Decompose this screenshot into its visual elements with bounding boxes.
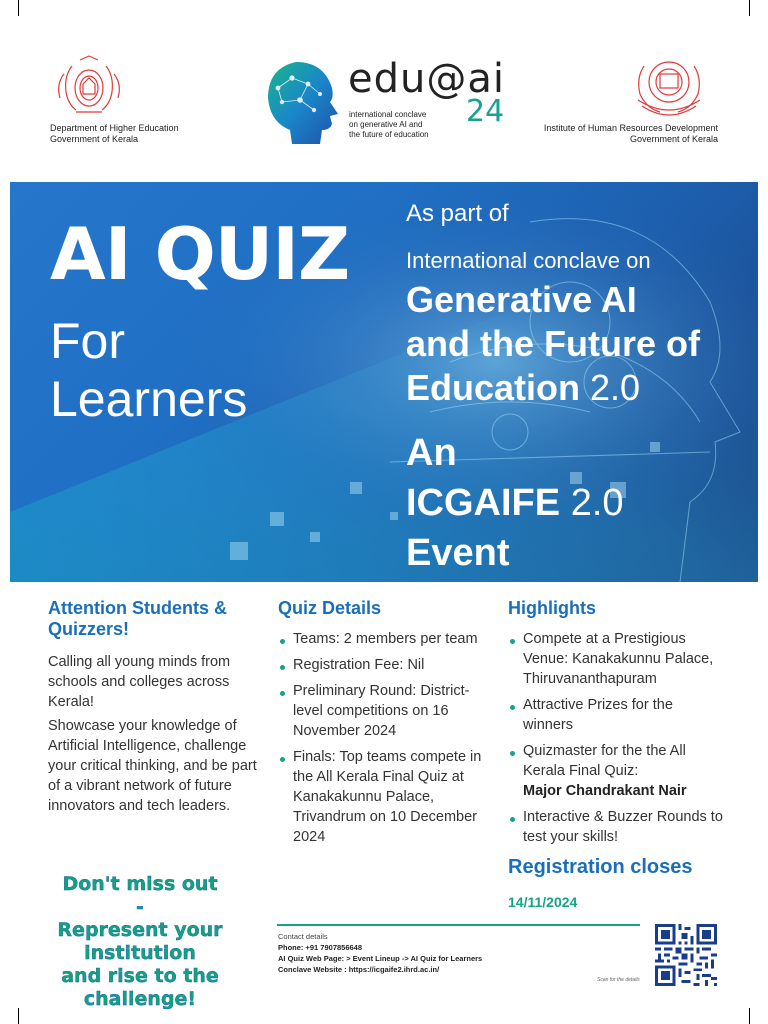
headline-line: Generative AI [406,279,637,320]
headline-line [406,366,746,410]
logo-wordmark: edu@ai [348,56,505,102]
right-government-line: Government of Kerala [629,134,718,144]
quiz-details-heading: Quiz Details [278,598,382,618]
as-part-of-text: As part of [406,200,509,227]
conclave-headline [406,278,746,410]
event-line: Event [406,532,510,574]
quiz-subtitle-line: Learners [50,371,248,427]
crop-mark [18,0,19,16]
hero-banner [10,182,758,582]
list-item: Compete at a Prestigious Venue: Kanakakunnu Palace, Thiruvananthapuram [508,629,726,689]
list-item: Interactive & Buzzer Rounds to test your skills! [508,807,726,847]
list-item: Attractive Prizes for the winners [508,695,726,735]
ai-head-network-icon [262,58,342,148]
contact-title: Contact details [278,932,328,941]
logo-tagline-line: the future of education [349,130,429,139]
quiz-subtitle-line: For [50,313,125,369]
contact-details [278,931,482,975]
cta-line: Represent your [57,919,223,941]
crop-mark [749,1008,750,1024]
conclave-text: International conclave on [406,248,651,273]
cta-line: and rise to the [61,965,219,987]
scan-note: Scan for the details [597,977,640,983]
highlights-heading: Highlights [508,598,596,618]
logo-tagline [349,110,465,140]
list-item: Registration Fee: Nil [278,655,488,675]
list-item [508,741,726,801]
left-government-line: Government of Kerala [50,134,139,144]
ihrd-emblem-icon [630,54,708,118]
quiz-details-list [278,629,488,847]
qr-code-icon[interactable] [655,924,717,986]
event-line [406,478,624,528]
contact-website: Conclave Website : https://icgaife2.ihrd.ac.in/ [278,965,440,974]
headline-bold: Education [406,367,581,408]
quizmaster-label: Quizmaster for the the All Kerala Final Quiz: [523,743,686,779]
event-line: An [406,432,457,474]
right-department-line: Institute of Human Resources Development [543,123,718,133]
crop-mark [749,0,750,16]
list-item: Finals: Top teams compete in the All Kerala Final Quiz at Kanakakunnu Palace, Trivandrum on 10 December 2024 [278,747,488,847]
crop-mark [18,1008,19,1024]
list-item: Preliminary Round: District-level competitions on 16 November 2024 [278,681,488,741]
contact-quiz-page: AI Quiz Web Page: > Event Lineup -> AI Quiz for Learners [278,954,483,963]
quiz-title: AI QUIZ [50,212,350,296]
attention-paragraph: Calling all young minds from schools and colleges across Kerala! [48,654,231,710]
attention-heading: Attention Students & Quizzers! [48,598,227,639]
event-version: 2.0 [570,482,624,524]
quizmaster-name: Major Chandrakant Nair [523,783,687,799]
quiz-details-section [278,598,488,853]
logo-year: 24 [466,94,505,129]
cta-line: Don't miss out - [62,873,218,918]
right-department [544,123,718,145]
contact-divider [277,924,640,926]
quiz-subtitle [50,312,247,428]
call-to-action [56,873,224,1011]
highlights-section [508,598,726,853]
event-name: ICGAIFE [406,482,561,524]
left-department [50,123,179,145]
logo-tagline-line: international conclave [349,110,427,119]
highlights-list [508,629,726,847]
registration-date: 14/11/2024 [508,894,578,910]
left-department-line: Department of Higher Education [50,123,179,133]
headline-line: and the Future of [406,323,700,364]
registration-heading: Registration closes [508,856,693,878]
kerala-emblem-icon [50,54,128,118]
event-label [406,428,624,578]
contact-phone: Phone: +91 7907856648 [278,943,363,952]
logo-tagline-line: on generative AI and [349,120,423,129]
headline-version: 2.0 [590,367,641,408]
cta-line: challenge! [83,988,197,1010]
attention-section [48,598,260,816]
cta-line: institution [84,942,196,964]
attention-paragraph: Showcase your knowledge of Artificial Intelligence, challenge your critical thinking, and be part of a vibrant network of future innovators and tech leaders. [48,718,257,814]
list-item: Teams: 2 members per team [278,629,488,649]
